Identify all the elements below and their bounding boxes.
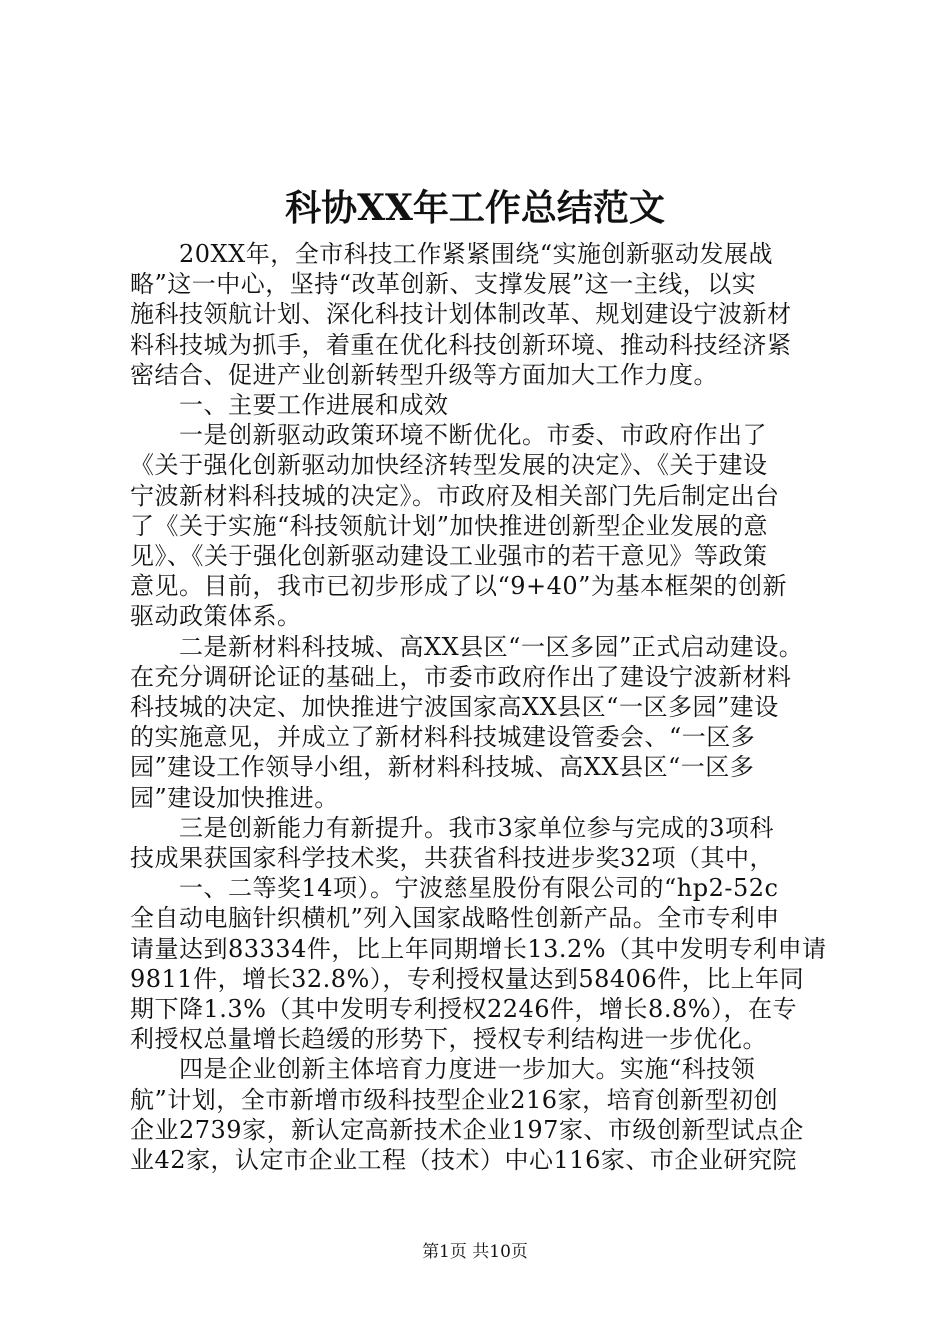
text-line: 在充分调研论证的基础上，市委市政府作出了建设宁波新材料: [130, 662, 792, 691]
text-line: 9811件，增长32.8%），专利授权量达到58406件，比上年同: [130, 964, 805, 993]
text-line: 一是创新驱动政策环境不断优化。市委、市政府作出了: [130, 421, 767, 450]
text-line: 了《关于实施“科技领航计划”加快推进创新型企业发展的意: [130, 511, 769, 540]
page-number: 第1页 共10页: [422, 1242, 528, 1262]
text-line: 园”建设工作领导小组，新材料科技城、高XX县区“一区多: [130, 753, 755, 782]
text-line: 科技城的决定、加快推进宁波国家高XX县区“一区多园”建设: [130, 693, 779, 721]
text-line: 航”计划，全市新增市级科技型企业216家，培育创新型初创: [130, 1085, 779, 1114]
text-line: 驱动政策体系。: [130, 602, 302, 631]
text-line: 请量达到83334件，比上年同期增长13.2%（其中发明专利申请: [130, 934, 827, 963]
text-line: 技成果获国家科学技术奖，共获省科技进步奖32项（其中，: [130, 844, 775, 872]
text-line: 四是企业创新主体培育力度进一步加大。实施“科技领: [130, 1055, 756, 1084]
text-line: 业42家，认定市企业工程（技术）中心116家、市企业研究院: [130, 1146, 797, 1174]
text-line: 二是新材料科技城、高XX县区“一区多园”正式启动建设。: [130, 632, 804, 661]
text-line: 密结合、促进产业创新转型升级等方面加大工作力度。: [130, 360, 718, 389]
text-line: 略”这一中心，坚持“改革创新、支撑发展”这一主线，以实: [130, 270, 757, 299]
text-line: 见》、《关于强化创新驱动建设工业强市的若干意见》等政策: [130, 542, 768, 570]
text-line: 20XX年，全市科技工作紧紧围绕“实施创新驱动发展战: [130, 240, 773, 268]
text-line: 期下降1.3%（其中发明专利授权2246件，增长8.8%），在专: [130, 995, 798, 1023]
text-line: 料科技城为抓手，着重在优化科技创新环境、推动科技经济紧: [130, 330, 792, 359]
text-line: 企业2739家，新认定高新技术企业197家、市级创新型试点企: [130, 1115, 804, 1144]
text-line: 一、主要工作进展和成效: [130, 391, 449, 419]
text-line: 全自动电脑针织横机”列入国家战略性创新产品。全市专利申: [130, 904, 780, 933]
document-title: 科协XX年工作总结范文: [285, 187, 665, 229]
text-line: 一、二等奖14项）。宁波慈星股份有限公司的“hp2-52c: [130, 874, 779, 903]
text-line: 施科技领航计划、深化科技计划体制改革、规划建设宁波新材: [130, 300, 792, 329]
text-line: 《关于强化创新驱动加快经济转型发展的决定》、《关于建设: [130, 451, 768, 480]
text-line: 意见。目前，我市已初步形成了以“9+40”为基本框架的创新: [130, 572, 787, 601]
text-line: 利授权总量增长趋缓的形势下，授权专利结构进一步优化。: [130, 1025, 767, 1054]
text-line: 的实施意见，并成立了新材料科技城建设管委会、“一区多: [130, 723, 756, 752]
text-line: 宁波新材料科技城的决定》。市政府及相关部门先后制定出台: [130, 481, 780, 510]
text-line: 园”建设加快推进。: [130, 783, 339, 812]
text-line: 三是创新能力有新提升。我市3家单位参与完成的3项科: [130, 813, 775, 842]
